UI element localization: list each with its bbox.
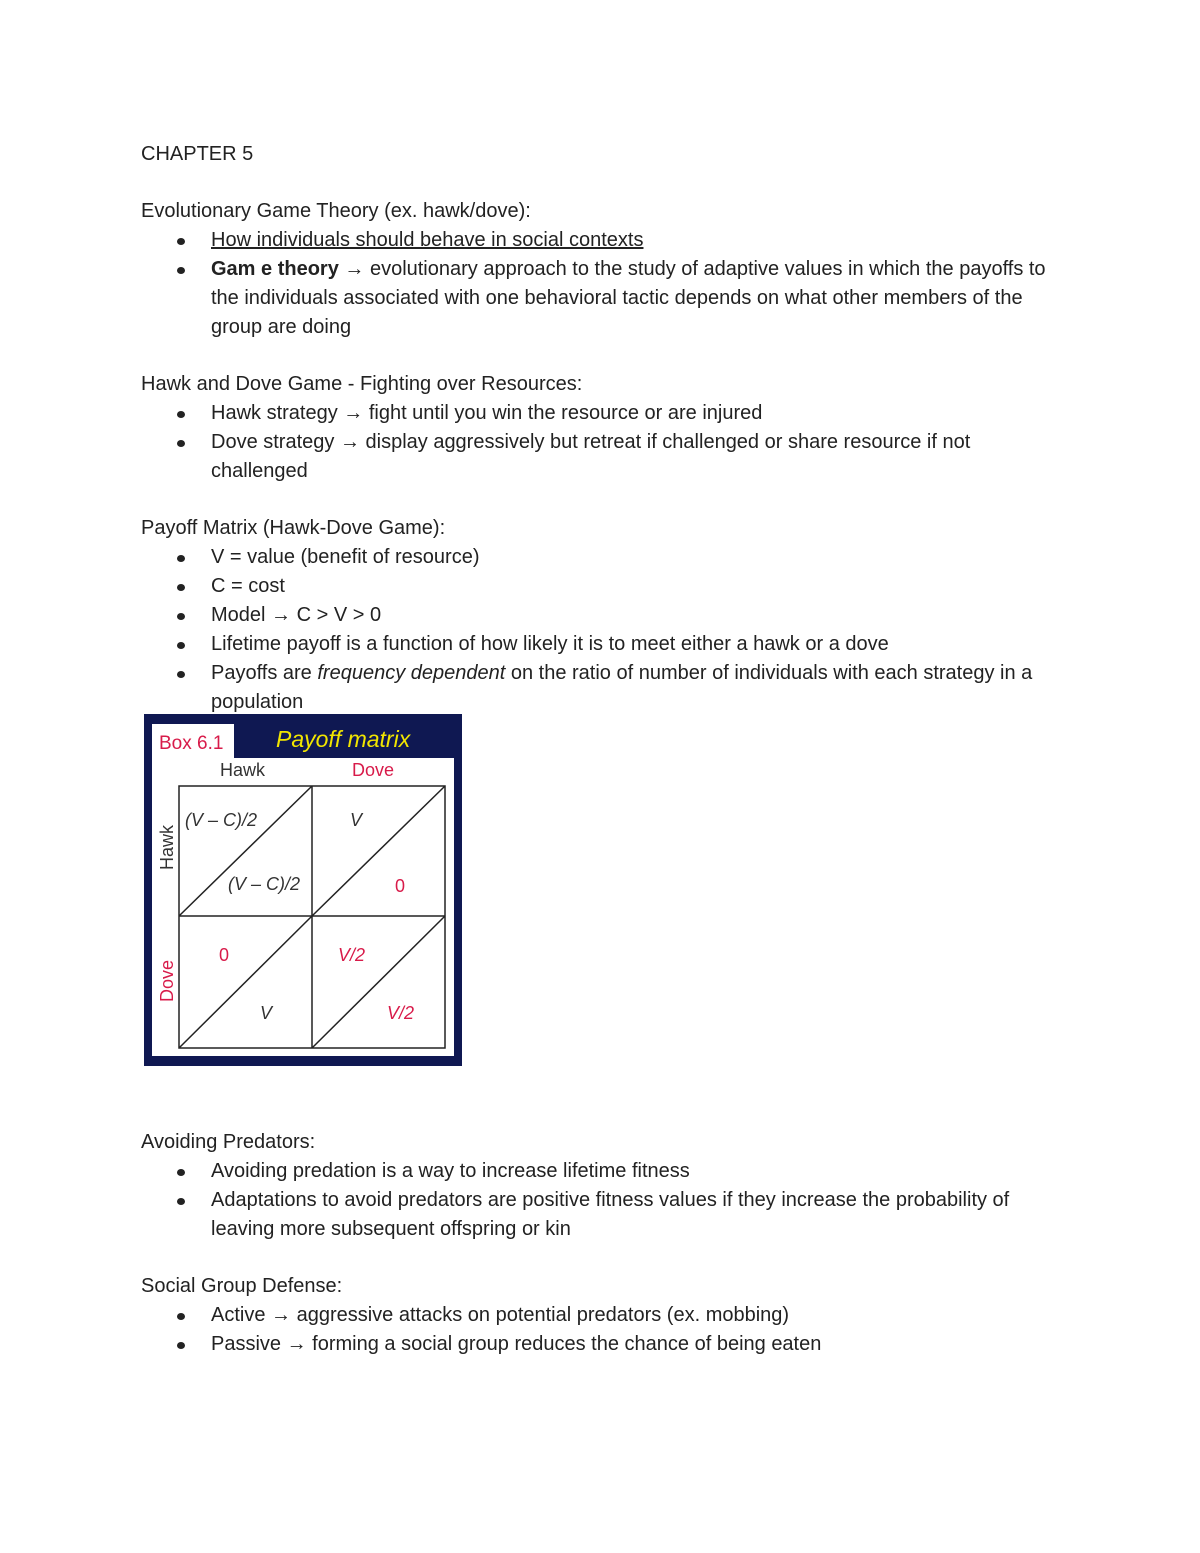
section-heading-hawk-dove: Hawk and Dove Game - Fighting over Resources:: [141, 373, 583, 395]
payoff-hawk-hawk-row: (V – C)/2: [185, 810, 258, 830]
list-item: [141, 659, 1071, 717]
row-header-dove: Dove: [157, 959, 177, 1002]
section-heading-social-defense: Social Group Defense:: [141, 1275, 343, 1297]
list-item: Hawk strategy → fight until you win the resource or are injured: [141, 399, 1071, 428]
list-item: Avoiding predation is a way to increase lifetime fitness: [141, 1157, 1071, 1186]
box-label: Box 6.1: [159, 733, 224, 754]
avoiding-predators-list: [141, 1157, 1071, 1244]
chapter-title: CHAPTER 5: [141, 143, 254, 165]
document-body: [141, 140, 1071, 717]
list-item: [141, 226, 1071, 255]
game-theory-list: [141, 226, 1071, 342]
section-heading-payoff-matrix: Payoff Matrix (Hawk-Dove Game):: [141, 517, 446, 539]
column-header-dove: Dove: [352, 760, 395, 780]
bold-term: Gam e theory: [211, 258, 339, 280]
payoff-dove-hawk-row: 0: [219, 945, 230, 965]
underlined-text: How individuals should behave in social contexts: [211, 229, 644, 251]
social-defense-list: [141, 1301, 1071, 1359]
column-header-hawk: Hawk: [220, 760, 266, 780]
text-span: on the ratio of number of individuals with each strategy in a population: [211, 662, 1033, 713]
list-item: V = value (benefit of resource): [141, 543, 1071, 572]
list-item: Model → C > V > 0: [141, 601, 1071, 630]
text-span: Payoffs are: [211, 662, 318, 684]
payoff-hawk-dove-col: 0: [395, 876, 406, 896]
payoff-hawk-dove-row: V: [350, 810, 363, 830]
list-item: Adaptations to avoid predators are positive fitness values if they increase the probability of leaving more subsequent offspring or kin: [141, 1186, 1071, 1244]
payoff-dove-hawk-col: V: [260, 1003, 273, 1023]
payoff-dove-dove-row: V/2: [338, 945, 366, 965]
document-body-lower: [141, 1128, 1071, 1359]
list-item: Dove strategy → display aggressively but retreat if challenged or share resource if not challenged: [141, 428, 1071, 486]
list-item: Active → aggressive attacks on potential predators (ex. mobbing): [141, 1301, 1071, 1330]
hawk-dove-list: [141, 399, 1071, 486]
payoff-dove-dove-col: V/2: [387, 1003, 415, 1023]
list-item: Passive → forming a social group reduces the chance of being eaten: [141, 1330, 1071, 1359]
payoff-matrix-list: [141, 543, 1071, 717]
list-item: [141, 255, 1071, 342]
list-item: C = cost: [141, 572, 1071, 601]
row-header-hawk: Hawk: [157, 824, 177, 870]
payoff-matrix-svg: [144, 714, 462, 1066]
payoff-matrix-figure: [144, 714, 462, 1066]
definition-text: → evolutionary approach to the study of adaptive values in which the payoffs to the individuals associated with one behavioral tactic depends on what other members of the group are doing: [211, 258, 1046, 338]
list-item: Lifetime payoff is a function of how likely it is to meet either a hawk or a dove: [141, 630, 1071, 659]
section-heading-avoiding-predators: Avoiding Predators:: [141, 1131, 316, 1153]
figure-title: Payoff matrix: [276, 726, 411, 752]
section-heading-game-theory: Evolutionary Game Theory (ex. hawk/dove):: [141, 200, 531, 222]
italic-term: frequency dependent: [317, 662, 506, 684]
payoff-hawk-hawk-col: (V – C)/2: [228, 874, 301, 894]
